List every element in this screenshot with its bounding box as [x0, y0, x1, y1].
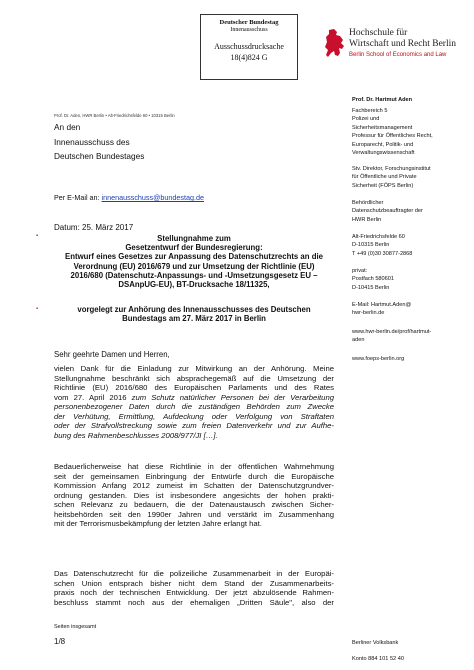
logo-line-1: Hochschule für [349, 28, 408, 38]
paragraph-line [54, 402, 334, 412]
author-name: Prof. Dr. Hartmut Aden [352, 97, 413, 103]
sidebar-line: Sicherheit (FÖPS Berlin) [352, 182, 414, 189]
sidebar-line: Postfach 580601 [352, 276, 394, 283]
sidebar-line: HWR Berlin [352, 216, 382, 223]
paragraph-line [54, 393, 334, 403]
sidebar-line: Verwaltungswissenschaft [352, 150, 415, 157]
text-run-italic: oder der Strafvollstreckung sowie zum freien Datenverkehr und zur Aufhe- [54, 421, 334, 431]
sidebar-line: Professur für Öffentliches Recht, [352, 133, 433, 140]
paragraph-line: ordnung gestanden. Dies ist insbesondere angesichts der hohen prakti- [54, 490, 334, 500]
paragraph-line: vielen Dank für die Einladung zur Mitwirkung an der Anhörung. Meine [54, 364, 334, 373]
sidebar-line: E-Mail: Hartmut.Aden@ [352, 302, 412, 308]
recipient-address [54, 120, 144, 164]
sidebar-block-institute [352, 165, 468, 190]
paragraph-line: schen Union entsprach bisher nicht dem Stand der Zusammenarbeits- [54, 578, 334, 588]
sidebar-link[interactable]: aden [352, 337, 365, 344]
paragraph-1 [54, 364, 334, 440]
sidebar-line: D-10415 Berlin [352, 284, 390, 291]
margin-marker: ▪ [36, 233, 39, 239]
sidebar-block-dpo [352, 199, 468, 224]
date: Datum: 25. März 2017 [54, 223, 134, 232]
text-run-italic: der Verhütung, Ermittlung, Aufdeckung oder Verfolgung von Straftaten [54, 411, 334, 421]
paragraph-2 [54, 462, 334, 529]
paragraph-line: Richtlinie (EU) 2016/680 des Europäischen Parlaments und des Rates [54, 383, 334, 393]
sidebar-line: hwr-berlin.de [352, 310, 385, 317]
sidebar-line: Sicherheitsmanagement [352, 124, 413, 131]
paragraph-line: Stellungnahme beschränkt sich absprachegemäß auf die Umsetzung der [54, 373, 334, 383]
margin-marker: ▪ [36, 306, 39, 312]
sidebar-line: D-10315 Berlin [352, 242, 390, 249]
text-run-italic: […]. [201, 430, 218, 440]
logo-line-3: Berlin School of Economics and Law [349, 52, 447, 58]
heading-line: Gesetzentwurf der Bundesregierung: [125, 243, 263, 253]
paragraph-line: Bedauerlicherweise hat diese Richtlinie in der öffentlichen Wahrnehmung [54, 462, 334, 471]
paragraph-line: beschluss stammt noch aus der ehemaligen „Dritten Säule", also der [54, 597, 334, 607]
paragraph-line: Das Datenschutzrecht für die polizeiliche Zusammenarbeit in der Europäi- [54, 569, 334, 578]
sidebar-line: Datenschutzbeauftragter der [352, 208, 423, 215]
bank-account: Konto 884 101 52 40 [352, 656, 404, 662]
paragraph-line: mit der Terrorismusbekämpfung der letzten Jahre erlangt hat. [54, 519, 262, 529]
document-heading [54, 234, 334, 289]
sidebar-line: T +49 (0)30 30877-2868 [352, 250, 413, 257]
greeting: Sehr geehrte Damen und Herren, [54, 350, 170, 359]
sidebar-line: Behördlicher [352, 200, 384, 206]
sidebar-line: privat: [352, 268, 368, 274]
heading-line: vorgelegt zur Anhörung des Innenausschusses des Deutschen [77, 305, 311, 314]
sidebar-line: für Öffentliche und Private [352, 174, 417, 181]
page-number: 1/8 [54, 637, 66, 646]
sidebar-name [352, 96, 468, 104]
paragraph-line: Kommission Anfang 2012 zumeist im Schatten der Datenschutzgrundver- [54, 481, 334, 491]
address-line: An den [54, 122, 81, 132]
paragraph-line: heitsbehörden seit den 1990er Jahren und verstärkt im Zusammenhang [54, 509, 334, 519]
stamp-box [200, 14, 298, 80]
sidebar-block-private [352, 267, 468, 292]
heading-line: Entwurf eines Gesetzes zur Anpassung des Datenschutzrechts an die [65, 252, 323, 262]
paragraph-line [54, 412, 334, 422]
sidebar-link[interactable]: www.hwr-berlin.de/prof/hartmut- [352, 329, 432, 335]
text-run: vom 27. April 2016 [54, 392, 132, 402]
sidebar-block-faculty [352, 107, 468, 157]
sender-line: Prof. Dr. Aden, HWR Berlin • Alt-Friedrichsfelde 60 • 10315 Berlin [54, 113, 175, 118]
paragraph-line: schen Relevanz zu bedauern, die der Datenaustausch zwischen Sicher- [54, 500, 334, 510]
stamp-line-2: Innenausschuss [230, 27, 268, 33]
address-line: Innenausschuss des [54, 136, 130, 147]
sidebar-bank [352, 639, 468, 647]
bank-name: Berliner Volksbank [352, 640, 399, 646]
paragraph-line [54, 431, 334, 441]
sidebar-line: Polizei und [352, 116, 380, 123]
paragraph-line: praxis noch der technischen Entwicklung. Der jetzt abzulösende Rahmen- [54, 588, 334, 598]
sidebar-line: Fachbereich 5 [352, 108, 388, 114]
email-line [54, 193, 204, 202]
sidebar-block-email [352, 301, 468, 318]
sidebar-line: Alt-Friedrichsfelde 60 [352, 234, 405, 240]
bear-logo-icon [323, 28, 345, 58]
heading-line: 2016/680 (Datenschutz-Anpassungs- und -Umsetzungsgesetz EU – [70, 270, 318, 280]
address-line: Deutschen Bundestages [54, 151, 145, 161]
paragraph-3 [54, 569, 334, 607]
email-label: Per E-Mail an: [54, 193, 100, 202]
text-run-italic: zum Schutz natürlicher Personen bei der Verarbeitung [131, 392, 334, 402]
sidebar-block-address [352, 233, 468, 258]
sidebar-line: Stv. Direktor, Forschungsinstitut [352, 166, 431, 172]
sidebar-link[interactable]: www.foeps-berlin.org [352, 356, 405, 362]
stamp-line-1: Deutscher Bundestag [219, 19, 279, 26]
logo-line-2: Wirtschaft und Recht Berlin [349, 39, 456, 49]
pages-label: Seiten insgesamt [54, 624, 97, 630]
stamp-line-3: Ausschussdrucksache [214, 42, 284, 51]
email-link[interactable]: innenausschuss@bundestag.de [101, 193, 204, 202]
paragraph-line: seit der gemeinsamen Einbringung der Entwürfe durch die Europäische [54, 471, 334, 481]
heading-line: Bundestags am 27. März 2017 in Berlin [122, 314, 266, 324]
heading-line: DSAnpUG-EU), BT-Drucksache 18/11325, [118, 280, 270, 290]
heading-line: Stellungnahme zum [157, 234, 231, 243]
heading-line: Verordnung (EU) 2016/679 und zur Umsetzung der Richtlinie (EU) [73, 261, 315, 271]
stamp-line-4: 18(4)824 G [230, 53, 268, 62]
text-run-italic: personenbezogener Daten durch die zuständigen Behörden zum Zwecke [54, 402, 334, 412]
text-run-italic: bung des Rahmenbeschlusses 2008/977/JI [54, 430, 202, 440]
sidebar-line: Europarecht, Politik- und [352, 141, 414, 148]
document-subheading [54, 305, 334, 323]
paragraph-line [54, 421, 334, 431]
logo-text [349, 28, 456, 61]
sidebar-block-foeps [352, 355, 468, 363]
sidebar-block-web [352, 328, 468, 345]
sidebar-account [352, 655, 468, 663]
